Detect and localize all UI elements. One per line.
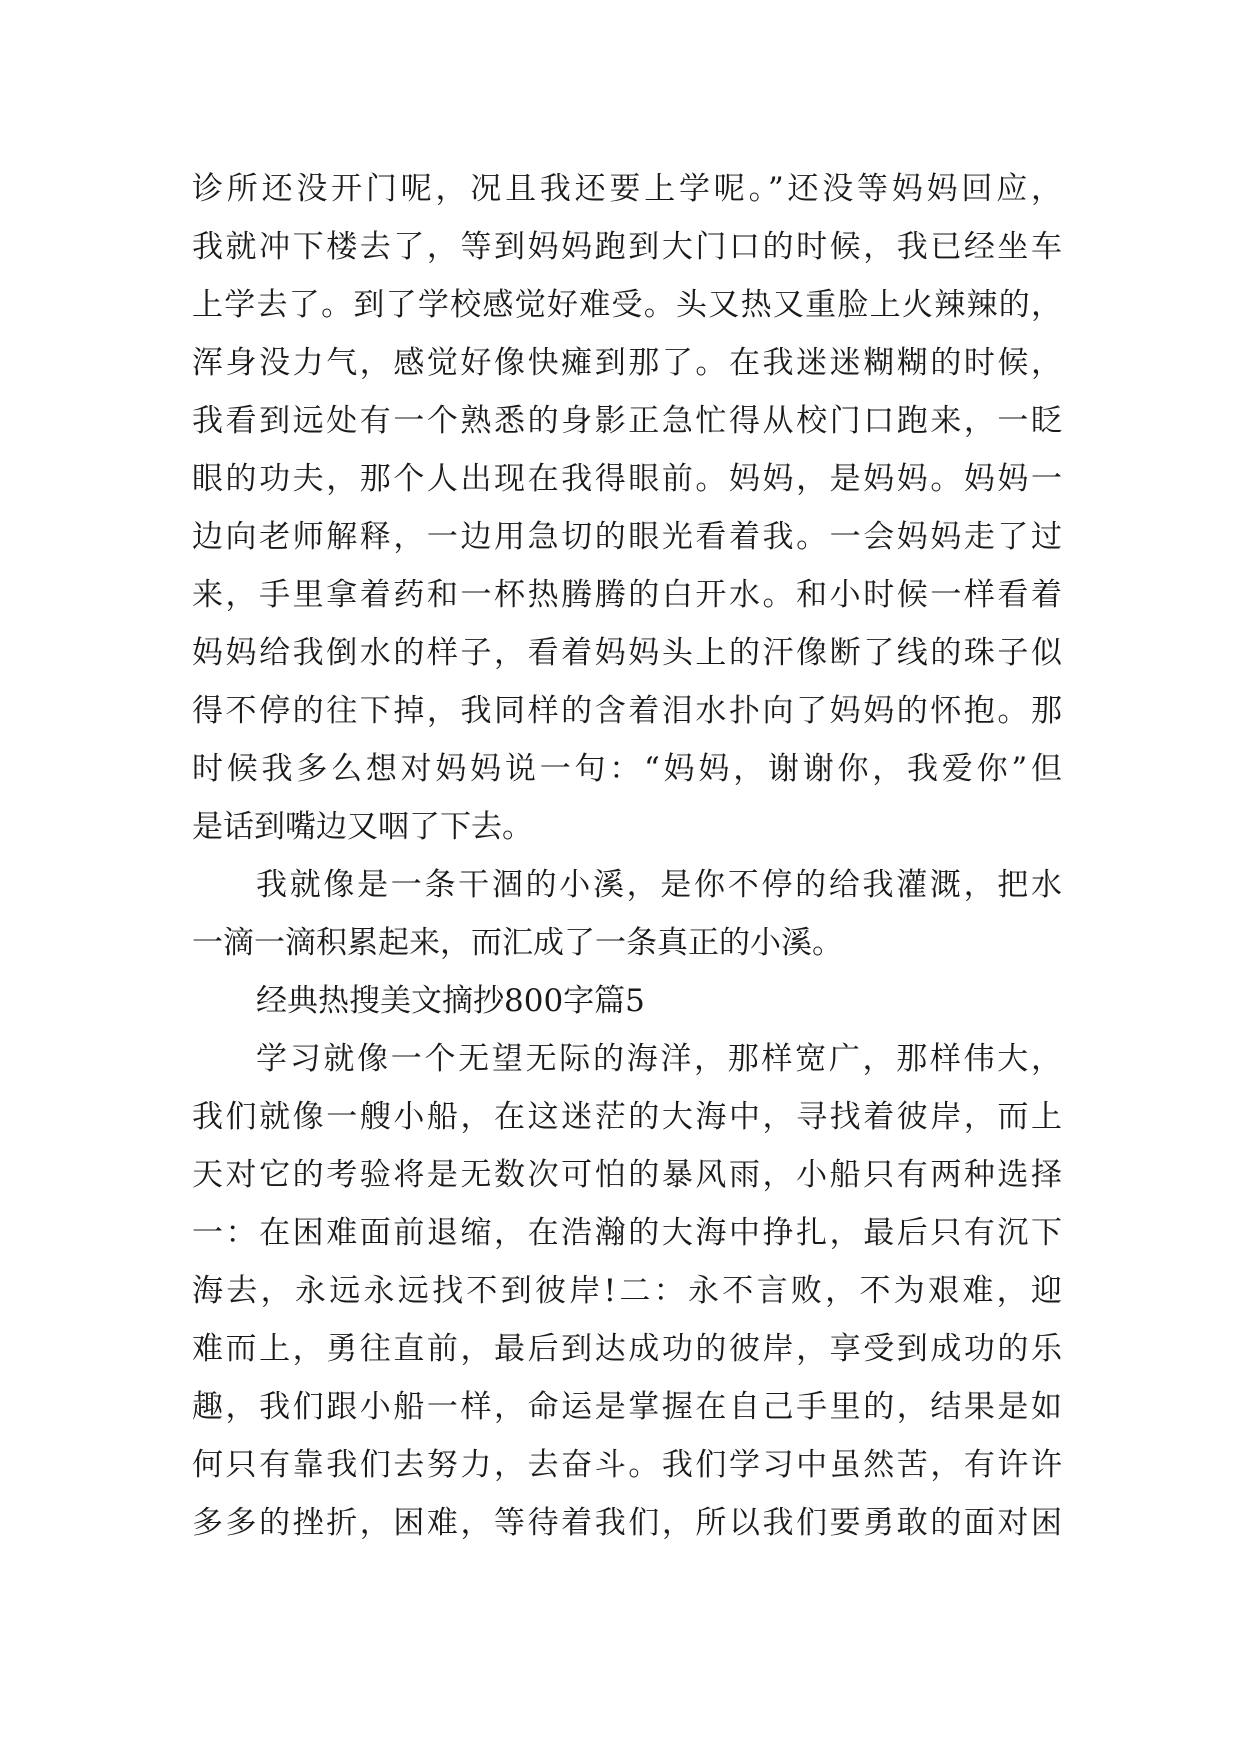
section-heading-text: 经典热搜美文摘抄800字篇5 (256, 983, 645, 1019)
text-line: 我看到远处有一个熟悉的身影正急忙得从校门口跑来，一眨 (192, 403, 1062, 439)
section-heading (192, 972, 1062, 1030)
text-line: 妈妈给我倒水的样子，看着妈妈头上的汗像断了线的珠子似 (192, 635, 1062, 671)
paragraph-2 (192, 856, 1062, 972)
text-line: 来，手里拿着药和一杯热腾腾的白开水。和小时候一样看着 (192, 577, 1062, 613)
text-line: 上学去了。到了学校感觉好难受。头又热又重脸上火辣辣的， (192, 287, 1062, 323)
text-line: 一滴一滴积累起来，而汇成了一条真正的小溪。 (192, 925, 843, 961)
text-line: 难而上，勇往直前，最后到达成功的彼岸，享受到成功的乐 (192, 1331, 1062, 1367)
text-line: 时候我多么想对妈妈说一句：“妈妈，谢谢你，我爱你”但 (192, 751, 1062, 787)
text-line: 趣，我们跟小船一样，命运是掌握在自己手里的，结果是如 (192, 1389, 1062, 1425)
paragraph-3 (192, 1030, 1062, 1552)
article-body (192, 160, 1062, 1552)
text-line: 是话到嘴边又咽了下去。 (192, 809, 533, 845)
text-line: 海去，永远永远找不到彼岸!二：永不言败，不为艰难，迎 (192, 1273, 1062, 1309)
paragraph-1 (192, 160, 1062, 856)
text-line: 我们就像一艘小船，在这迷茫的大海中，寻找着彼岸，而上 (192, 1099, 1062, 1135)
text-line: 我就像是一条干涸的小溪，是你不停的给我灌溉，把水 (256, 867, 1062, 903)
text-line: 得不停的往下掉，我同样的含着泪水扑向了妈妈的怀抱。那 (192, 693, 1062, 729)
text-line: 诊所还没开门呢，况且我还要上学呢。”还没等妈妈回应， (192, 171, 1062, 207)
text-line: 天对它的考验将是无数次可怕的暴风雨，小船只有两种选择 (192, 1157, 1062, 1193)
text-line: 浑身没力气，感觉好像快瘫到那了。在我迷迷糊糊的时候， (192, 345, 1062, 381)
text-line: 何只有靠我们去努力，去奋斗。我们学习中虽然苦，有许许 (192, 1447, 1062, 1483)
text-line: 眼的功夫，那个人出现在我得眼前。妈妈，是妈妈。妈妈一 (192, 461, 1062, 497)
text-line: 边向老师解释，一边用急切的眼光看着我。一会妈妈走了过 (192, 519, 1062, 555)
text-line: 我就冲下楼去了，等到妈妈跑到大门口的时候，我已经坐车 (192, 229, 1062, 265)
text-line: 学习就像一个无望无际的海洋，那样宽广，那样伟大， (256, 1041, 1062, 1077)
text-line: 一：在困难面前退缩，在浩瀚的大海中挣扎，最后只有沉下 (192, 1215, 1062, 1251)
text-line: 多多的挫折，困难，等待着我们，所以我们要勇敢的面对困 (192, 1505, 1062, 1541)
